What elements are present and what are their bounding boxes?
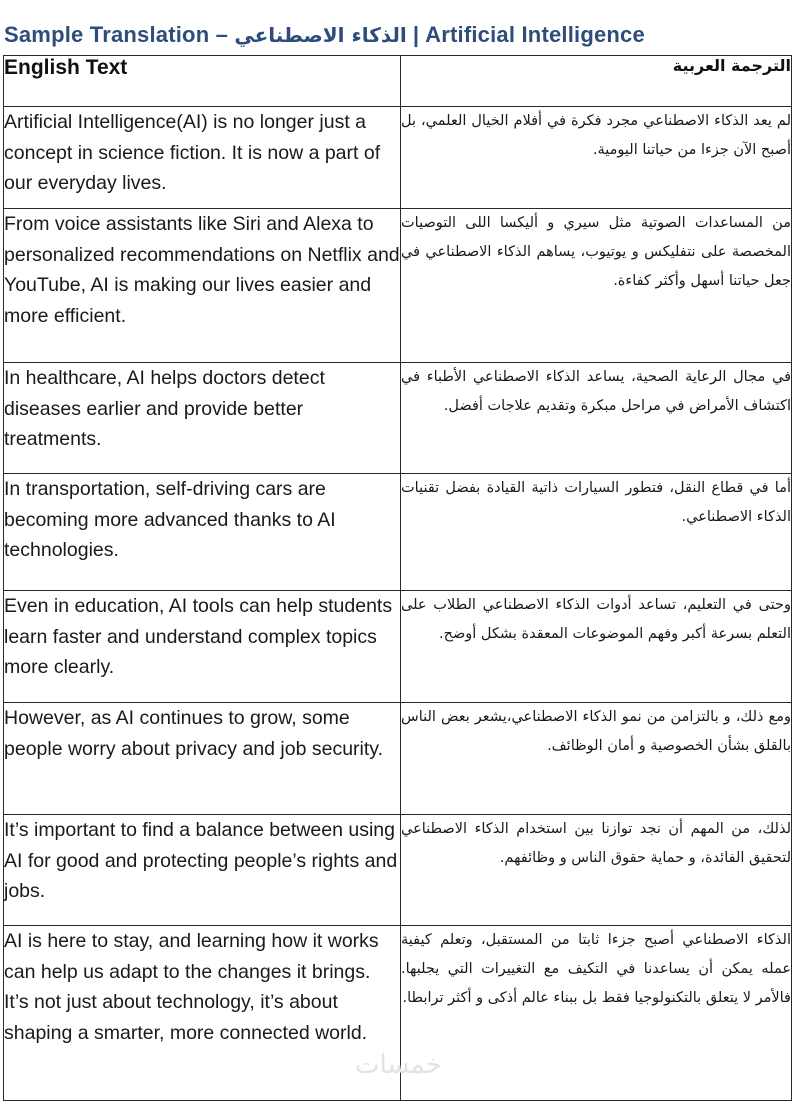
arabic-cell: في مجال الرعاية الصحية، يساعد الذكاء الاصطناعي الأطباء في اكتشاف الأمراض في مراحل مبكرة وتقديم علاجات أفضل. — [401, 363, 792, 474]
title-arabic: الذكاء الاصطناعي — [234, 23, 407, 47]
arabic-cell: الذكاء الاصطناعي أصبح جزءا ثابتا من المستقبل، وتعلم كيفية عمله يمكن أن يساعدنا في التكيف مع التغييرات التي يجلبها. فالأمر لا يتعلق بالتكنولوجيا فقط بل ببناء عالم أذكى و أكثر ترابطا. — [401, 926, 792, 1101]
arabic-cell: من المساعدات الصوتية مثل سيري و أليكسا اللى التوصيات المخصصة على نتفليكس و يوتيوب، يساهم الذكاء الاصطناعي في جعل حياتنا أسهل وأكثر كفاءة. — [401, 209, 792, 363]
page-title — [4, 18, 804, 52]
english-cell: It’s important to find a balance between using AI for good and protecting people’s rights and jobs. — [4, 815, 401, 926]
arabic-cell: ومع ذلك، و بالتزامن من نمو الذكاء الاصطناعي،يشعر بعض الناس بالقلق بشأن الخصوصية و أمان الوظائف. — [401, 703, 792, 815]
arabic-cell: لم يعد الذكاء الاصطناعي مجرد فكرة في أفلام الخيال العلمي، بل أصبح الآن جزءا من حياتنا اليومية. — [401, 107, 792, 209]
title-english-prefix: Sample Translation – — [4, 22, 235, 47]
arabic-cell: لذلك، من المهم أن نجد توازنا بين استخدام الذكاء الاصطناعي لتحقيق الفائدة، و حماية حقوق الناس و وظائفهم. — [401, 815, 792, 926]
english-cell: However, as AI continues to grow, some people worry about privacy and job security. — [4, 703, 401, 815]
english-cell: In transportation, self-driving cars are becoming more advanced thanks to AI technologies. — [4, 474, 401, 591]
table-row — [4, 591, 792, 703]
column-header-arabic: الترجمة العربية — [401, 56, 792, 107]
table-row — [4, 474, 792, 591]
title-english-suffix: Artificial Intelligence — [425, 22, 645, 47]
column-header-english: English Text — [4, 56, 401, 107]
english-cell: In healthcare, AI helps doctors detect diseases earlier and provide better treatments. — [4, 363, 401, 474]
title-separator: | — [406, 22, 426, 47]
english-cell: From voice assistants like Siri and Alexa to personalized recommendations on Netflix and YouTube, AI is making our lives easier and more efficient. — [4, 209, 401, 363]
watermark: خمسات — [355, 1050, 442, 1080]
arabic-cell: أما في قطاع النقل، فتطور السيارات ذاتية القيادة بفضل تقنيات الذكاء الاصطناعي. — [401, 474, 792, 591]
table-row — [4, 363, 792, 474]
table-row — [4, 209, 792, 363]
english-cell: Even in education, AI tools can help students learn faster and understand complex topics more clearly. — [4, 591, 401, 703]
table-header-row — [4, 56, 792, 107]
table-row — [4, 815, 792, 926]
english-cell: AI is here to stay, and learning how it works can help us adapt to the changes it brings. It’s not just about technology, it’s about shaping a smarter, more connected world. — [4, 926, 401, 1101]
english-cell: Artificial Intelligence(AI) is no longer just a concept in science fiction. It is now a part of our everyday lives. — [4, 107, 401, 209]
translation-table — [3, 55, 792, 1101]
table-row — [4, 703, 792, 815]
arabic-cell: وحتى في التعليم، تساعد أدوات الذكاء الاصطناعي الطلاب على التعلم بسرعة أكبر وفهم الموضوعات المعقدة بشكل أوضح. — [401, 591, 792, 703]
table-row — [4, 107, 792, 209]
